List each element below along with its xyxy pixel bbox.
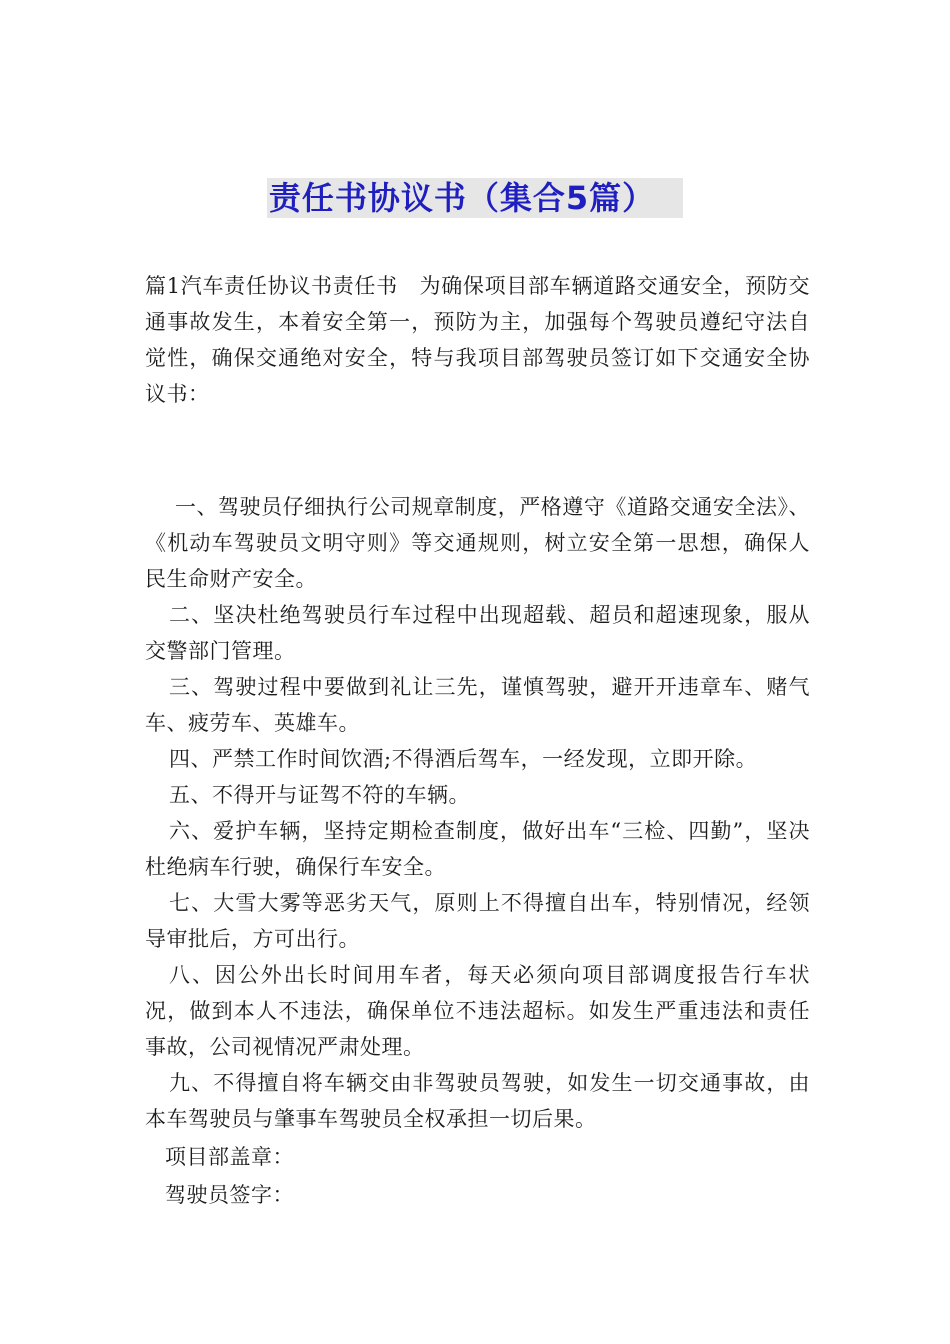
clause-9: 九、不得擅自将车辆交由非驾驶员驾驶，如发生一切交通事故，由本车驾驶员与肇事车驾驶员全权承担一切后果。: [145, 1071, 810, 1131]
signature-label: 驾驶员签字：: [165, 1183, 294, 1207]
clause-2: 二、坚决杜绝驾驶员行车过程中出现超载、超员和超速现象，服从交警部门管理。: [145, 603, 810, 663]
intro-section: [145, 268, 810, 412]
title-wrapper: [0, 178, 950, 218]
clause-4: 四、严禁工作时间饮酒;不得酒后驾车，一经发现，立即开除。: [169, 747, 758, 771]
clause-1: 一、驾驶员仔细执行公司规章制度，严格遵守《道路交通安全法》、《机动车驾驶员文明守则》等交通规则，树立安全第一思想，确保人民生命财产安全。: [145, 495, 810, 591]
stamp-label: 项目部盖章：: [165, 1145, 294, 1169]
clauses-section: [145, 489, 810, 1213]
clause-3: 三、驾驶过程中要做到礼让三先，谨慎驾驶，避开开违章车、赌气车、疲劳车、英雄车。: [145, 675, 810, 735]
clause-7: 七、大雪大雾等恶劣天气，原则上不得擅自出车，特别情况，经领导审批后，方可出行。: [145, 891, 810, 951]
clause-5: 五、不得开与证驾不符的车辆。: [169, 783, 470, 807]
document-title: 责任书协议书（集合5篇）: [267, 178, 683, 218]
intro-paragraph: 篇1汽车责任协议书责任书 为确保项目部车辆道路交通安全，预防交通事故发生，本着安全第一，预防为主，加强每个驾驶员遵纪守法自觉性，确保交通绝对安全，特与我项目部驾驶员签订如下交通安全协议书：: [145, 274, 810, 406]
clause-6: 六、爱护车辆，坚持定期检查制度，做好出车“三检、四勤”，坚决杜绝病车行驶，确保行车安全。: [145, 819, 810, 879]
clause-8: 八、因公外出长时间用车者，每天必须向项目部调度报告行车状况，做到本人不违法，确保单位不违法超标。如发生严重违法和责任事故，公司视情况严肃处理。: [145, 963, 810, 1059]
